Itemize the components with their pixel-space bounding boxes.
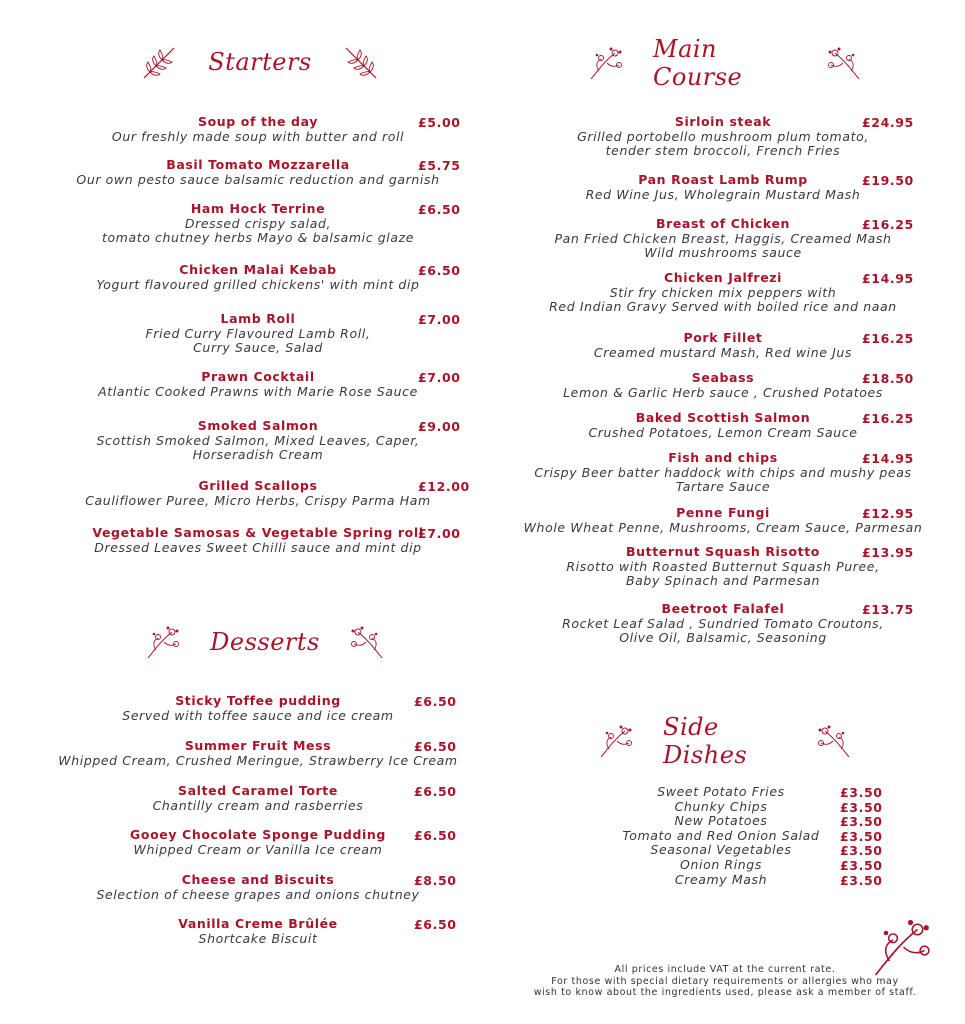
menu-item-price: £6.50 <box>418 263 461 278</box>
menu-item-description: Red Wine Jus, Wholegrain Mustard Mash <box>585 186 861 202</box>
menu-item <box>48 115 468 144</box>
menu-item-price: £18.50 <box>862 371 914 386</box>
menu-item-name: Vegetable Samosas & Vegetable Spring roll <box>92 525 424 540</box>
flower-left-icon <box>585 43 625 83</box>
menu-item-description: Tartare Sauce <box>675 479 771 494</box>
menu-item-name: Sirloin steak <box>674 114 772 129</box>
menu-item-description: Risotto with Roasted Butternut Squash Puree, <box>566 558 880 574</box>
menu-item-description: Stir fry chicken mix peppers with <box>609 284 837 300</box>
flower-left-icon <box>142 622 182 662</box>
menu-item-description: Creamed mustard Mash, Red wine Jus <box>593 344 853 360</box>
menu-item-price: £19.50 <box>862 173 914 188</box>
side-dish-name: New Potatoes <box>674 813 768 829</box>
menu-item-price: £12.00 <box>418 479 470 494</box>
menu-item-price: £6.50 <box>414 694 457 709</box>
side-dish-price: £3.50 <box>840 785 883 800</box>
menu-item-name: Ham Hock Terrine <box>190 201 326 216</box>
menu-item-description: Cauliflower Puree, Micro Herbs, Crispy Parma Ham <box>85 492 431 508</box>
side-dish-name: Sweet Potato Fries <box>657 784 785 799</box>
side-dish-price: £3.50 <box>840 799 883 815</box>
menu-item-description: Whipped Cream or Vanilla Ice cream <box>133 841 383 857</box>
menu-item <box>48 370 468 399</box>
menu-item-description: Grilled portobello mushroom plum tomato, <box>577 128 869 144</box>
main-course-heading <box>585 35 865 91</box>
menu-item-price: £12.95 <box>862 506 914 521</box>
side-dish-price: £3.50 <box>840 872 883 888</box>
menu-item <box>48 873 468 902</box>
sprig-right-icon <box>340 42 380 82</box>
menu-item-description: Whole Wheat Penne, Mushrooms, Cream Sauce, Parmesan <box>523 519 923 535</box>
starters-heading <box>140 40 380 84</box>
menu-item-description: Red Indian Gravy Served with boiled rice and naan <box>549 299 897 314</box>
menu-item-description: Shortcake Biscuit <box>198 930 318 946</box>
menu-item <box>48 526 468 555</box>
side-dish-name: Creamy Mash <box>674 871 768 887</box>
menu-item-name: Breast of Chicken <box>655 216 791 231</box>
menu-item-description: Olive Oil, Balsamic, Seasoning <box>619 630 827 645</box>
menu-item-price: £14.95 <box>862 271 914 286</box>
menu-item-price: £6.50 <box>418 202 461 217</box>
menu-item <box>48 694 468 723</box>
menu-item-description: Served with toffee sauce and ice cream <box>122 707 394 723</box>
menu-item-name: Gooey Chocolate Sponge Pudding <box>130 827 386 842</box>
menu-item-description: tomato chutney herbs Mayo & balsamic glaze <box>101 230 415 245</box>
side-dish-price: £3.50 <box>840 843 883 859</box>
menu-item-name: Prawn Cocktail <box>201 369 315 384</box>
side-dish-name: Chunky Chips <box>674 798 768 814</box>
menu-item <box>48 479 468 508</box>
menu-item-name: Smoked Salmon <box>197 418 319 433</box>
menu-item-name: Fish and chips <box>668 450 778 465</box>
menu-item-name: Pan Roast Lamb Rump <box>638 172 808 187</box>
flower-right-icon <box>815 721 855 761</box>
menu-item-price: £7.00 <box>418 526 461 541</box>
menu-item <box>48 202 468 246</box>
menu-item-description: Lemon & Garlic Herb sauce , Crushed Potatoes <box>563 384 883 400</box>
sprig-left-icon <box>140 42 180 82</box>
menu-item-price: £6.50 <box>414 917 457 932</box>
menu-item-name: Vanilla Creme Brûlée <box>178 916 338 931</box>
menu-item <box>48 263 468 292</box>
menu-item-price: £5.00 <box>418 115 461 130</box>
side-dish-name: Seasonal Vegetables <box>650 842 792 858</box>
menu-item <box>48 312 468 356</box>
menu-item-description: Horseradish Cream <box>192 447 324 462</box>
menu-item-description: Wild mushrooms sauce <box>644 245 802 260</box>
menu-item-description: tender stem broccoli, French Fries <box>605 143 841 158</box>
menu-item-name: Beetroot Falafel <box>661 601 785 616</box>
menu-item-name: Penne Fungi <box>676 505 770 520</box>
footer-line: wish to know about the ingredients used, please ask a member of staff. <box>533 987 917 998</box>
footer-line: All prices include VAT at the current rate. <box>614 964 836 975</box>
section-title: Side Dishes <box>663 713 748 769</box>
menu-item-description: Dressed Leaves Sweet Chilli sauce and mint dip <box>94 539 422 555</box>
menu-item-description: Curry Sauce, Salad <box>193 340 323 355</box>
menu-item-name: Pork Fillet <box>683 330 763 345</box>
menu-item-name: Butternut Squash Risotto <box>626 544 820 559</box>
menu-item <box>48 739 468 768</box>
menu-item-price: £7.00 <box>418 370 461 385</box>
menu-item-name: Seabass <box>691 370 755 385</box>
menu-item-price: £24.95 <box>862 115 914 130</box>
menu-item-price: £5.75 <box>418 158 461 173</box>
menu-item-name: Cheese and Biscuits <box>181 872 335 887</box>
menu-item-price: £6.50 <box>414 784 457 799</box>
menu-item-description: Yogurt flavoured grilled chickens' with mint dip <box>96 276 420 292</box>
desserts-heading <box>160 620 370 664</box>
menu-item-description: Crushed Potatoes, Lemon Cream Sauce <box>588 424 858 440</box>
menu-item <box>48 828 468 857</box>
menu-item-description: Rocket Leaf Salad , Sundried Tomato Croutons, <box>562 615 884 631</box>
menu-item-price: £13.75 <box>862 602 914 617</box>
menu-item-description: Fried Curry Flavoured Lamb Roll, <box>145 325 371 341</box>
menu-item-description: Atlantic Cooked Prawns with Marie Rose Sauce <box>98 383 418 399</box>
side-dishes-names <box>600 785 842 887</box>
side-dish-price: £3.50 <box>840 814 883 830</box>
menu-item <box>48 784 468 813</box>
menu-item-description: Scottish Smoked Salmon, Mixed Leaves, Caper, <box>96 432 420 448</box>
menu-item-name: Lamb Roll <box>220 311 296 326</box>
flower-left-icon <box>595 721 635 761</box>
menu-item-name: Summer Fruit Mess <box>184 738 332 753</box>
side-dish-name: Onion Rings <box>680 856 762 872</box>
side-dish-price: £3.50 <box>840 828 883 844</box>
menu-item-description: Our freshly made soup with butter and roll <box>111 128 405 144</box>
side-dish-name: Tomato and Red Onion Salad <box>622 827 820 843</box>
menu-item-name: Baked Scottish Salmon <box>635 410 811 425</box>
menu-item-name: Grilled Scallops <box>198 478 318 493</box>
side-dish-price: £3.50 <box>840 857 883 873</box>
flower-right-icon <box>348 622 388 662</box>
menu-item-name: Chicken Malai Kebab <box>179 262 337 277</box>
side-dishes-prices <box>840 786 883 888</box>
menu-item-name: Soup of the day <box>197 114 319 129</box>
section-title: Starters <box>208 48 312 76</box>
menu-item <box>48 917 468 946</box>
menu-item-price: £9.00 <box>418 419 461 434</box>
menu-item-price: £6.50 <box>414 828 457 843</box>
section-title: Desserts <box>210 628 320 656</box>
footer-note <box>515 964 935 999</box>
menu-item-price: £16.25 <box>862 331 914 346</box>
menu-item-price: £14.95 <box>862 451 914 466</box>
menu-item-price: £7.00 <box>418 312 461 327</box>
menu-item-description: Our own pesto sauce balsamic reduction and garnish <box>76 171 440 187</box>
menu-item <box>48 419 468 463</box>
menu-item-price: £6.50 <box>414 739 457 754</box>
menu-item-price: £16.25 <box>862 217 914 232</box>
menu-item-name: Salted Caramel Torte <box>178 783 338 798</box>
menu-item-name: Sticky Toffee pudding <box>175 693 341 708</box>
menu-item-description: Chantilly cream and rasberries <box>152 797 364 813</box>
menu-item-name: Chicken Jalfrezi <box>663 270 783 285</box>
menu-item-description: Crispy Beer batter haddock with chips and mushy peas <box>534 464 912 480</box>
menu-item-description: Selection of cheese grapes and onions chutney <box>96 886 420 902</box>
menu-item-price: £13.95 <box>862 545 914 560</box>
menu-item-description: Dressed crispy salad, <box>184 215 332 231</box>
flower-right-icon <box>825 43 865 83</box>
menu-item-description: Pan Fried Chicken Breast, Haggis, Creamed Mash <box>554 230 892 246</box>
side-dishes-heading <box>595 713 855 769</box>
footer-line: For those with special dietary requirements or allergies who may <box>551 975 899 987</box>
menu-item-description: Baby Spinach and Parmesan <box>625 573 821 588</box>
menu-item-name: Basil Tomato Mozzarella <box>166 157 350 172</box>
menu-item-description: Whipped Cream, Crushed Meringue, Strawberry Ice Cream <box>58 752 458 768</box>
menu-item-price: £16.25 <box>862 411 914 426</box>
menu-item-price: £8.50 <box>414 873 457 888</box>
section-title: Main Course <box>653 35 743 91</box>
menu-item <box>48 158 468 187</box>
